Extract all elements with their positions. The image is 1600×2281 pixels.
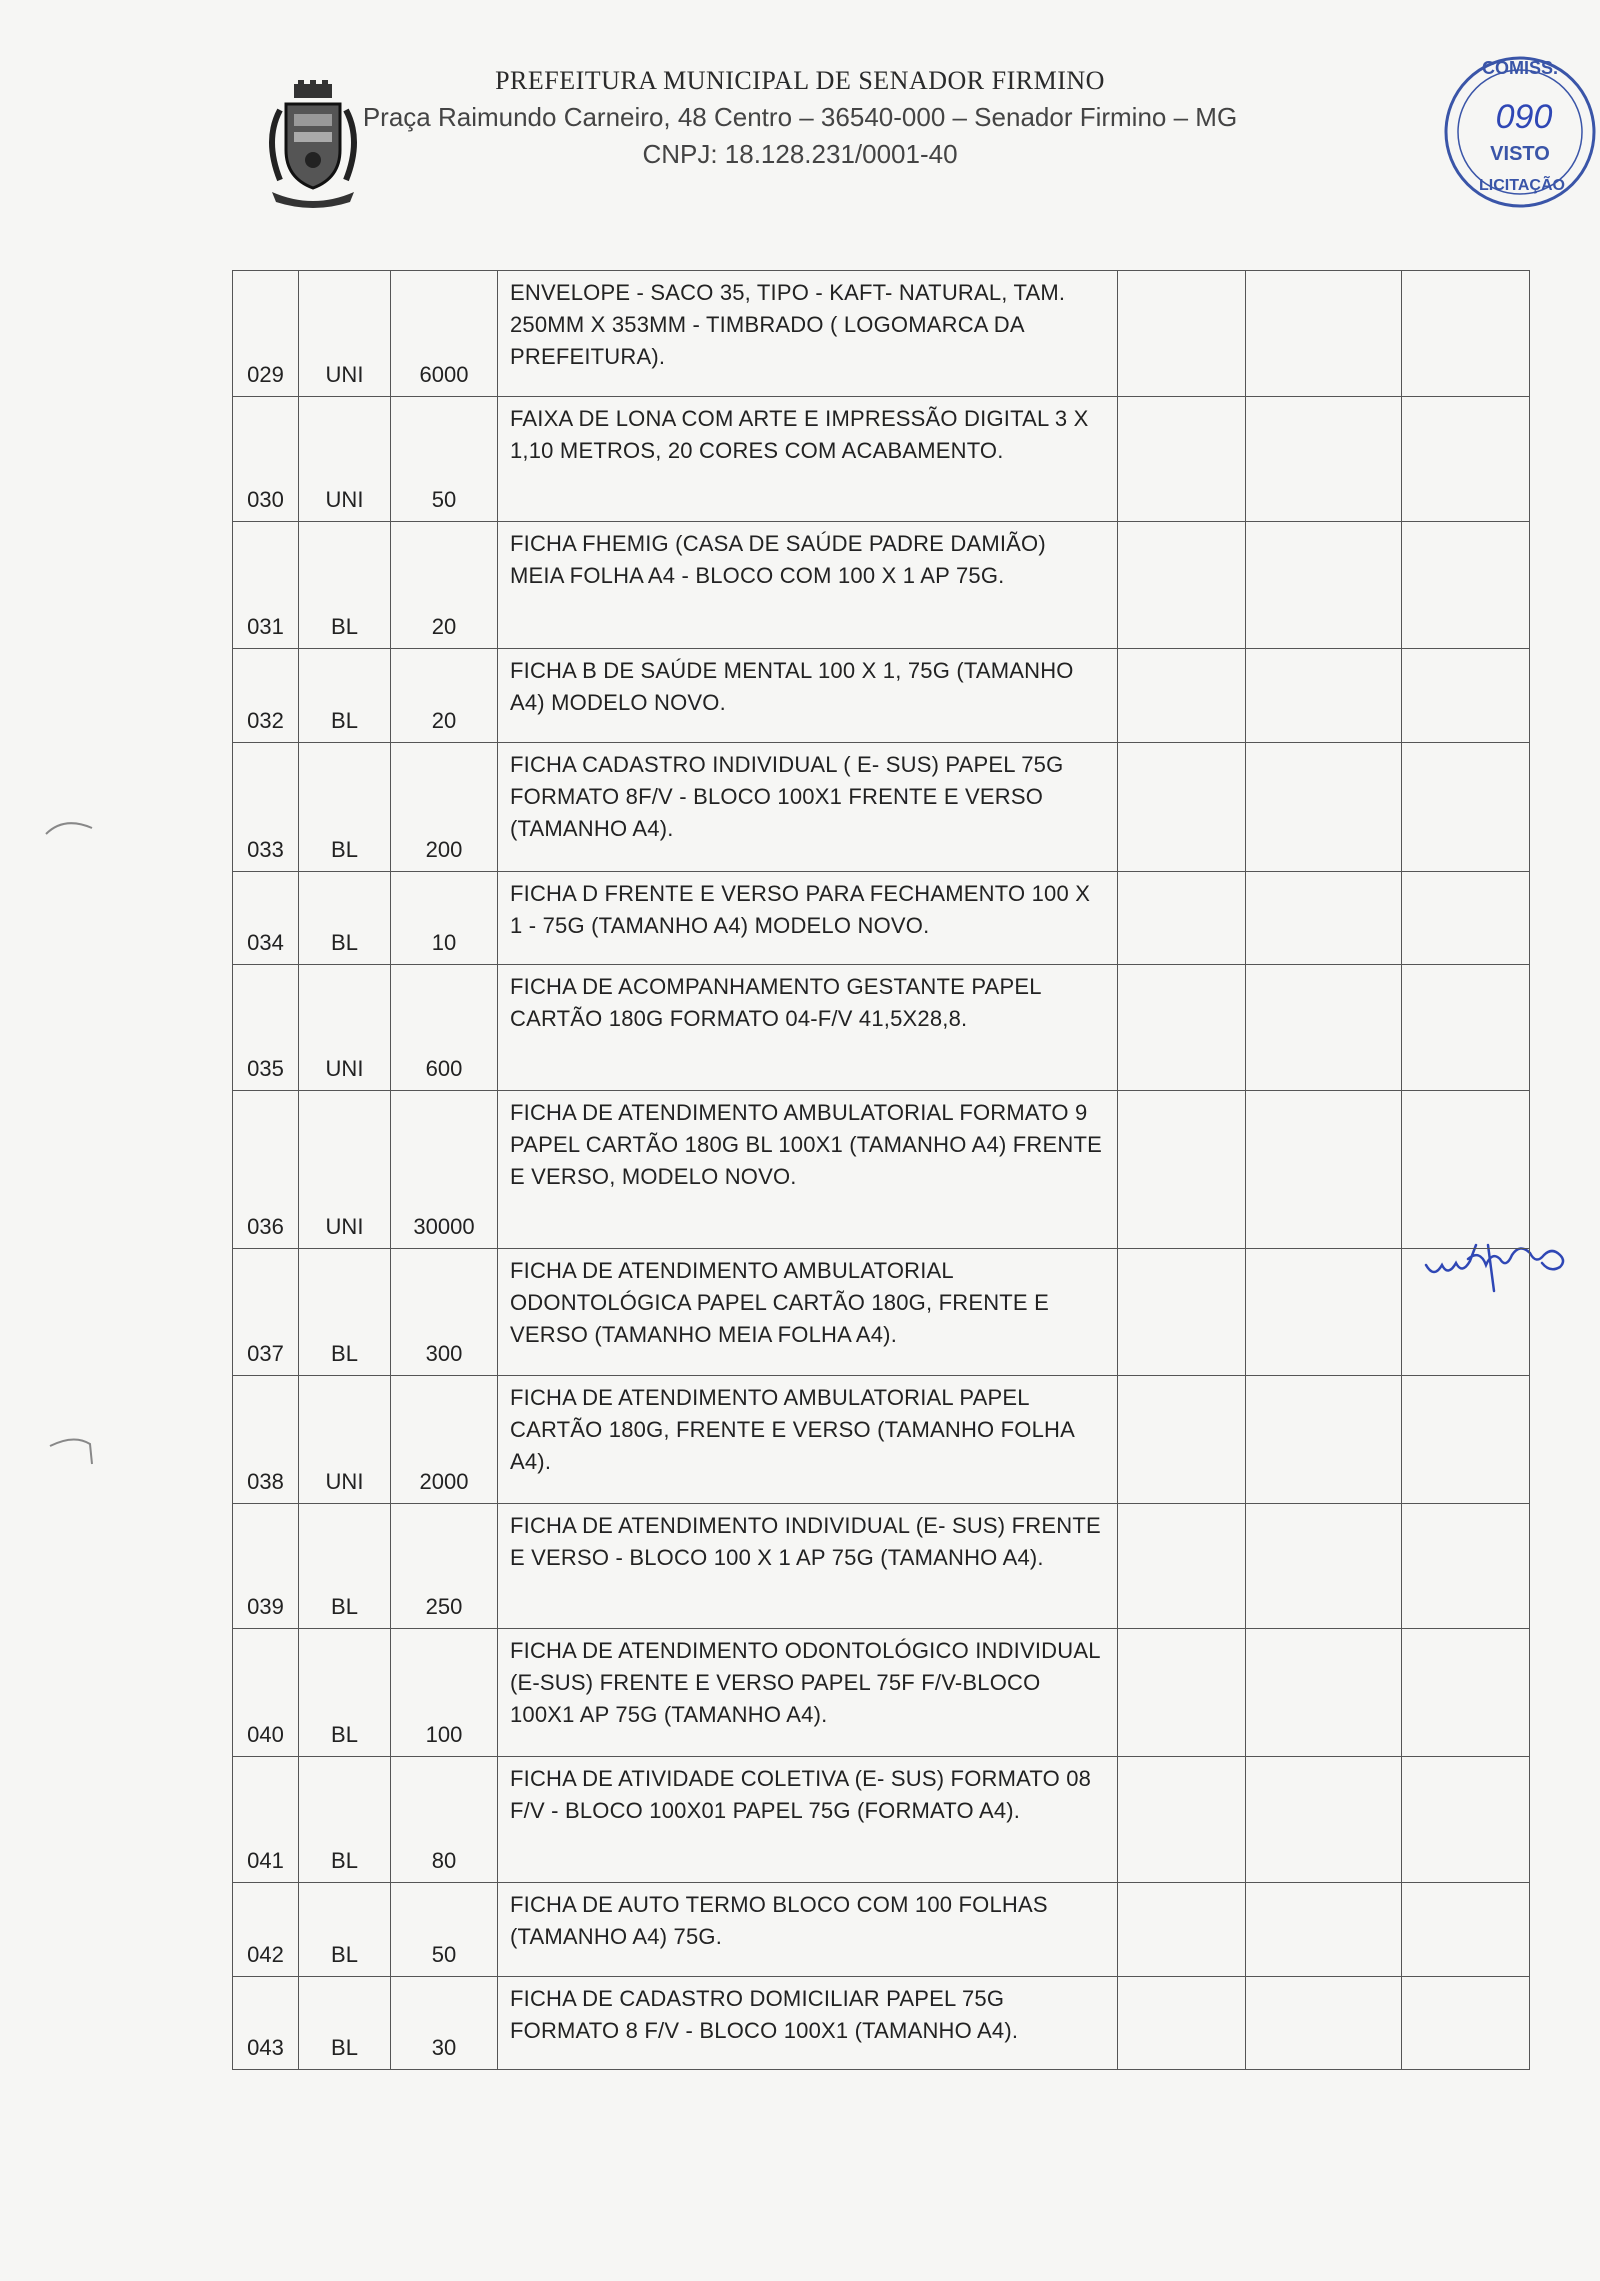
item-quantity: 600 [391, 965, 498, 1091]
blank-cell [1118, 1757, 1246, 1883]
blank-cell [1402, 1249, 1530, 1376]
licitacao-stamp [1432, 32, 1597, 222]
table-row [233, 965, 1530, 1091]
blank-cell [1246, 1376, 1402, 1504]
blank-cell [1118, 522, 1246, 649]
blank-cell [1118, 1249, 1246, 1376]
table-row [233, 1091, 1530, 1249]
blank-cell [1402, 872, 1530, 965]
item-quantity: 10 [391, 872, 498, 965]
item-quantity: 250 [391, 1504, 498, 1629]
blank-cell [1402, 965, 1530, 1091]
item-quantity: 20 [391, 649, 498, 743]
table-row [233, 743, 1530, 872]
item-description: FICHA CADASTRO INDIVIDUAL ( E- SUS) PAPEL 75G FORMATO 8F/V - BLOCO 100X1 FRENTE E VERSO (TAMANHO A4). [498, 743, 1118, 872]
municipality-title: PREFEITURA MUNICIPAL DE SENADOR FIRMINO [495, 66, 1105, 95]
item-number: 037 [233, 1249, 299, 1376]
item-unit: BL [299, 522, 391, 649]
cnpj-line: CNPJ: 18.128.231/0001-40 [642, 139, 958, 169]
blank-cell [1118, 649, 1246, 743]
blank-cell [1402, 743, 1530, 872]
item-number: 039 [233, 1504, 299, 1629]
blank-cell [1402, 271, 1530, 397]
item-unit: BL [299, 743, 391, 872]
table-row [233, 1883, 1530, 1977]
blank-cell [1118, 1504, 1246, 1629]
item-description: FICHA DE AUTO TERMO BLOCO COM 100 FOLHAS (TAMANHO A4) 75G. [498, 1883, 1118, 1977]
item-description: FICHA DE ATENDIMENTO AMBULATORIAL PAPEL CARTÃO 180G, FRENTE E VERSO (TAMANHO FOLHA A4). [498, 1376, 1118, 1504]
blank-cell [1246, 397, 1402, 522]
item-quantity: 30 [391, 1977, 498, 2070]
blank-cell [1402, 1977, 1530, 2070]
item-quantity: 50 [391, 397, 498, 522]
blank-cell [1118, 872, 1246, 965]
item-description: FICHA DE ATENDIMENTO ODONTOLÓGICO INDIVIDUAL (E-SUS) FRENTE E VERSO PAPEL 75F F/V-BLOCO 100X1 AP 75G (TAMANHO A4). [498, 1629, 1118, 1757]
table-row [233, 1376, 1530, 1504]
item-unit: BL [299, 1504, 391, 1629]
item-unit: BL [299, 872, 391, 965]
margin-mark [44, 1430, 104, 1470]
blank-cell [1402, 397, 1530, 522]
blank-cell [1246, 649, 1402, 743]
blank-cell [1402, 1091, 1530, 1249]
blank-cell [1118, 743, 1246, 872]
stamp-number: 090 [1495, 98, 1553, 136]
address-line: Praça Raimundo Carneiro, 48 Centro – 36540-000 – Senador Firmino – MG [362, 102, 1238, 132]
blank-cell [1246, 872, 1402, 965]
blank-cell [1246, 743, 1402, 872]
item-description: FICHA DE ACOMPANHAMENTO GESTANTE PAPEL CARTÃO 180G FORMATO 04-F/V 41,5X28,8. [498, 965, 1118, 1091]
item-description: ENVELOPE - SACO 35, TIPO - KAFT- NATURAL, TAM. 250MM X 353MM - TIMBRADO ( LOGOMARCA DA PREFEITURA). [498, 271, 1118, 397]
blank-cell [1246, 1977, 1402, 2070]
item-unit: BL [299, 649, 391, 743]
item-description: FICHA D FRENTE E VERSO PARA FECHAMENTO 100 X 1 - 75G (TAMANHO A4) MODELO NOVO. [498, 872, 1118, 965]
blank-cell [1246, 1091, 1402, 1249]
blank-cell [1246, 1504, 1402, 1629]
item-description: FICHA DE ATENDIMENTO AMBULATORIAL ODONTOLÓGICA PAPEL CARTÃO 180G, FRENTE E VERSO (TAMANHO MEIA FOLHA A4). [498, 1249, 1118, 1376]
item-number: 032 [233, 649, 299, 743]
table-row [233, 872, 1530, 965]
table-row [233, 649, 1530, 743]
item-number: 042 [233, 1883, 299, 1977]
item-unit: UNI [299, 271, 391, 397]
blank-cell [1118, 1629, 1246, 1757]
item-description: FICHA FHEMIG (CASA DE SAÚDE PADRE DAMIÃO) MEIA FOLHA A4 - BLOCO COM 100 X 1 AP 75G. [498, 522, 1118, 649]
blank-cell [1118, 1883, 1246, 1977]
items-table [232, 270, 1530, 2070]
item-quantity: 2000 [391, 1376, 498, 1504]
item-description: FICHA DE ATENDIMENTO AMBULATORIAL FORMATO 9 PAPEL CARTÃO 180G BL 100X1 (TAMANHO A4) FRENTE E VERSO, MODELO NOVO. [498, 1091, 1118, 1249]
blank-cell [1118, 1091, 1246, 1249]
item-number: 040 [233, 1629, 299, 1757]
item-unit: UNI [299, 397, 391, 522]
item-number: 043 [233, 1977, 299, 2070]
item-unit: UNI [299, 1091, 391, 1249]
blank-cell [1402, 522, 1530, 649]
item-description: FICHA DE ATENDIMENTO INDIVIDUAL (E- SUS) FRENTE E VERSO - BLOCO 100 X 1 AP 75G (TAMANHO A4). [498, 1504, 1118, 1629]
item-unit: UNI [299, 965, 391, 1091]
table-row [233, 1629, 1530, 1757]
blank-cell [1246, 1249, 1402, 1376]
table-row [233, 1249, 1530, 1376]
item-number: 036 [233, 1091, 299, 1249]
item-unit: BL [299, 1757, 391, 1883]
item-quantity: 200 [391, 743, 498, 872]
item-quantity: 300 [391, 1249, 498, 1376]
stamp-visto-text: VISTO [1490, 143, 1550, 165]
blank-cell [1246, 965, 1402, 1091]
item-description: FAIXA DE LONA COM ARTE E IMPRESSÃO DIGITAL 3 X 1,10 METROS, 20 CORES COM ACABAMENTO. [498, 397, 1118, 522]
blank-cell [1402, 1376, 1530, 1504]
item-quantity: 20 [391, 522, 498, 649]
item-number: 038 [233, 1376, 299, 1504]
item-unit: UNI [299, 1376, 391, 1504]
blank-cell [1402, 1504, 1530, 1629]
item-number: 034 [233, 872, 299, 965]
item-quantity: 6000 [391, 271, 498, 397]
item-unit: BL [299, 1629, 391, 1757]
item-number: 031 [233, 522, 299, 649]
blank-cell [1118, 1376, 1246, 1504]
blank-cell [1402, 1883, 1530, 1977]
blank-cell [1246, 522, 1402, 649]
item-unit: BL [299, 1883, 391, 1977]
table-row [233, 397, 1530, 522]
margin-mark [40, 810, 100, 840]
blank-cell [1246, 1883, 1402, 1977]
item-description: FICHA DE ATIVIDADE COLETIVA (E- SUS) FORMATO 08 F/V - BLOCO 100X01 PAPEL 75G (FORMATO A4). [498, 1757, 1118, 1883]
item-number: 041 [233, 1757, 299, 1883]
item-unit: BL [299, 1977, 391, 2070]
stamp-comiss-text: COMISS. [1481, 58, 1559, 78]
item-quantity: 80 [391, 1757, 498, 1883]
item-unit: BL [299, 1249, 391, 1376]
blank-cell [1246, 271, 1402, 397]
blank-cell [1118, 397, 1246, 522]
blank-cell [1402, 649, 1530, 743]
blank-cell [1402, 1629, 1530, 1757]
table-row [233, 1977, 1530, 2070]
item-description: FICHA DE CADASTRO DOMICILIAR PAPEL 75G FORMATO 8 F/V - BLOCO 100X1 (TAMANHO A4). [498, 1977, 1118, 2070]
item-number: 033 [233, 743, 299, 872]
table-row [233, 522, 1530, 649]
table-row [233, 271, 1530, 397]
item-quantity: 100 [391, 1629, 498, 1757]
table-row [233, 1504, 1530, 1629]
letterhead [0, 66, 1600, 170]
item-quantity: 50 [391, 1883, 498, 1977]
blank-cell [1118, 965, 1246, 1091]
item-number: 035 [233, 965, 299, 1091]
item-quantity: 30000 [391, 1091, 498, 1249]
stamp-licitacao-text: LICITAÇÃO [1479, 177, 1565, 194]
blank-cell [1246, 1757, 1402, 1883]
item-description: FICHA B DE SAÚDE MENTAL 100 X 1, 75G (TAMANHO A4) MODELO NOVO. [498, 649, 1118, 743]
table-row [233, 1757, 1530, 1883]
item-number: 029 [233, 271, 299, 397]
blank-cell [1118, 1977, 1246, 2070]
blank-cell [1118, 271, 1246, 397]
blank-cell [1246, 1629, 1402, 1757]
item-number: 030 [233, 397, 299, 522]
blank-cell [1402, 1757, 1530, 1883]
